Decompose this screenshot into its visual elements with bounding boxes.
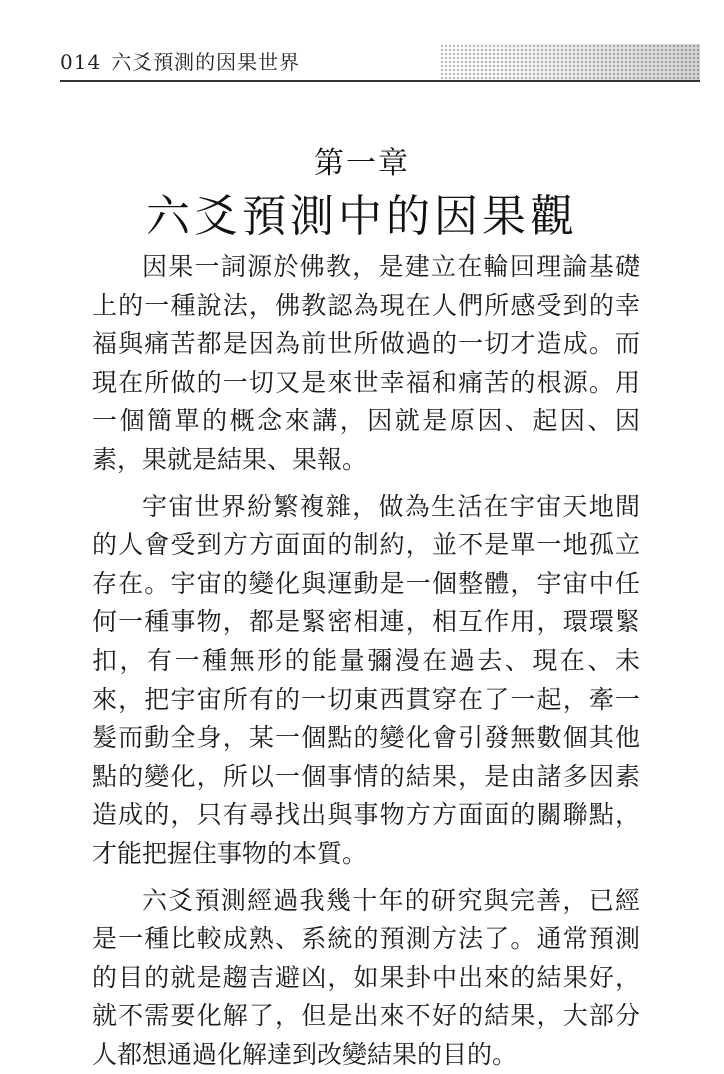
header-rule <box>60 80 700 82</box>
paragraph-1: 因果一詞源於佛教，是建立在輪回理論基礎上的一種說法，佛教認為現在人們所感受到的幸福與痛苦都是因為前世所做過的一切才造成。而現在所做的一切又是來世幸福和痛苦的根源。用一個簡單的概念來講，因就是原因、起因、因素，果就是結果、果報。 <box>92 248 640 480</box>
book-title: 六爻預測的因果世界 <box>111 50 300 74</box>
running-header <box>60 44 700 84</box>
header-halftone-band <box>440 44 700 80</box>
paragraph-2: 宇宙世界紛繁複雜，做為生活在宇宙天地間的人會受到方方面面的制約，並不是單一地孤立存在。宇宙的變化與運動是一個整體，宇宙中任何一種事物，都是緊密相連，相互作用，環環緊扣，有一種無形的能量彌漫在過去、現在、未來，把宇宙所有的一切東西貫穿在了一起，牽一髮而動全身，某一個點的變化會引發無數個其他點的變化，所以一個事情的結果，是由諸多因素造成的，只有尋找出與事物方方面面的關聯點，才能把握住事物的本質。 <box>92 488 640 874</box>
body-text <box>92 248 640 1074</box>
header-text <box>60 46 300 75</box>
page-number: 014 <box>60 50 101 74</box>
chapter-title: 六爻預測中的因果觀 <box>0 180 724 244</box>
chapter-label: 第一章 <box>0 138 724 182</box>
paragraph-3: 六爻預測經過我幾十年的研究與完善，已經是一種比較成熟、系統的預測方法了。通常預測的目的就是趨吉避凶，如果卦中出來的結果好，就不需要化解了，但是出來不好的結果，大部分人都想通過化解達到改變結果的目的。 <box>92 882 640 1074</box>
